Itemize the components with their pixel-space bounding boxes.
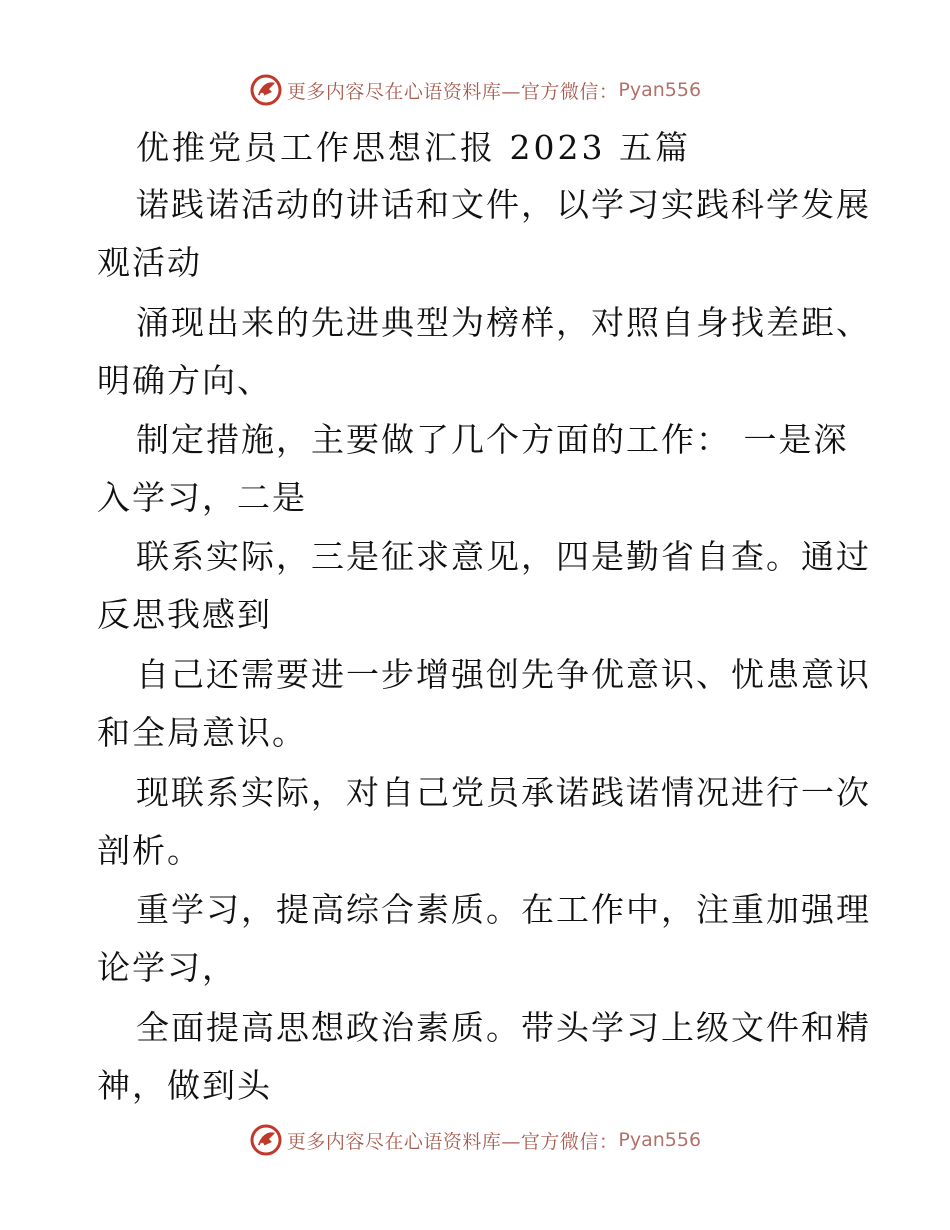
paragraph-line: 明确方向、 (97, 361, 272, 400)
logo-icon (249, 73, 283, 107)
paragraph-line: 联系实际，三是征求意见，四是勤省自查。通过 (136, 537, 871, 576)
logo-icon (249, 1123, 283, 1157)
document-title: 优推党员工作思想汇报 2023 五篇 (136, 128, 691, 167)
paragraph-line: 神，做到头 (97, 1066, 272, 1105)
paragraph-line: 反思我感到 (97, 595, 272, 634)
paragraph-line: 涌现出来的先进典型为榜样，对照自身找差距、 (136, 303, 871, 342)
paragraph-line: 剖析。 (97, 831, 202, 870)
paragraph-line: 自己还需要进一步增强创先争优意识、忧患意识 (136, 655, 871, 694)
paragraph-line: 现联系实际，对自己党员承诺践诺情况进行一次 (136, 773, 871, 812)
paragraph-line: 重学习，提高综合素质。在工作中，注重加强理 (136, 890, 871, 929)
paragraph-line: 观活动 (97, 243, 202, 282)
paragraph-line: 论学习， (97, 948, 237, 987)
document-body (0, 118, 950, 1108)
footer-banner (0, 1120, 950, 1160)
header-banner-text: 更多内容尽在心语资料库—官方微信： (286, 80, 619, 103)
paragraph-line: 和全局意识。 (97, 713, 307, 752)
paragraph-line: 诺践诺活动的讲话和文件，以学习实践科学发展 (136, 185, 871, 224)
header-banner-wechat: Pyan556 (618, 79, 702, 101)
footer-banner-wechat: Pyan556 (618, 1129, 702, 1151)
footer-banner-text: 更多内容尽在心语资料库—官方微信： (286, 1130, 619, 1153)
paragraph-line: 制定措施，主要做了几个方面的工作： 一是深 (136, 420, 849, 459)
paragraph-line: 入学习，二是 (97, 478, 307, 517)
header-banner (0, 70, 950, 110)
paragraph-line: 全面提高思想政治素质。带头学习上级文件和精 (136, 1008, 871, 1047)
